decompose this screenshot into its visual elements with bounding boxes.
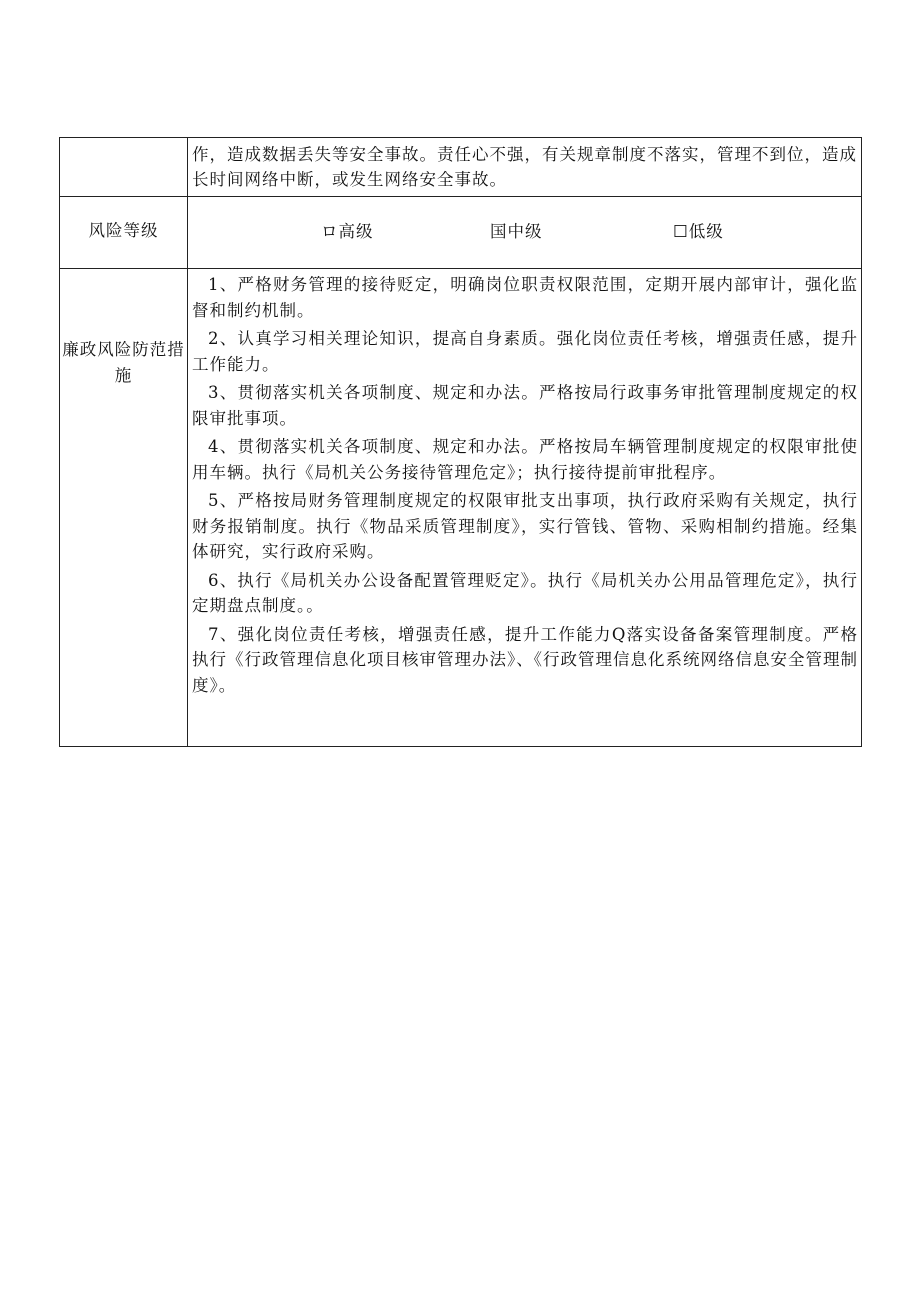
measure-item: 7、强化岗位责任考核，增强责任感，提升工作能力Q落实设备备案管理制度。严格执行《行政管理信息化项目核审管理办法》、《行政管理信息化系统网络信息安全管理制度》。	[192, 624, 858, 695]
risk-level-row	[60, 197, 862, 269]
risk-level-label-cell	[60, 197, 188, 269]
level-option-low: ☐低级	[673, 222, 724, 241]
risk-description-text: 作，造成数据丢失等安全事故。责任心不强，有关规章制度不落实，管理不到位，造成长时间网络中断，或发生网络安全事故。	[192, 145, 857, 189]
level-option-high: ロ高级	[321, 222, 374, 241]
risk-level-options	[188, 197, 861, 268]
measures-label-cell	[60, 269, 188, 747]
measures-list	[188, 269, 861, 698]
measures-cell	[188, 269, 862, 747]
measure-item: 3、贯彻落实机关各项制度、规定和办法。严格按局行政事务审批管理制度规定的权限审批事项。	[192, 383, 858, 428]
risk-level-label: 风险等级	[88, 221, 159, 240]
risk-level-options-cell	[188, 197, 862, 269]
measures-row	[60, 269, 862, 747]
measure-item: 1、严格财务管理的接待贬定，明确岗位职责权限范围，定期开展内部审计，强化监督和制约机制。	[192, 275, 858, 320]
risk-description-label-cell	[60, 138, 188, 197]
level-option-mid: 国中级	[490, 222, 543, 241]
risk-description-cell	[188, 138, 862, 197]
risk-description-row	[60, 138, 862, 197]
measure-item: 2、认真学习相关理论知识，提高自身素质。强化岗位责任考核，增强责任感，提升工作能力。	[192, 329, 858, 374]
measure-item: 6、执行《局机关办公设备配置管理贬定》。执行《局机关办公用品管理危定》，执行定期盘点制度。。	[192, 570, 858, 615]
risk-table	[59, 137, 862, 747]
measure-item: 4、贯彻落实机关各项制度、规定和办法。严格按局车辆管理制度规定的权限审批使用车辆。执行《局机关公务接待管理危定》；执行接待提前审批程序。	[192, 437, 858, 482]
measure-item: 5、严格按局财务管理制度规定的权限审批支出事项，执行政府采购有关规定，执行财务报销制度。执行《物品采质管理制度》，实行管钱、管物、采购相制约措施。经集体研究，实行政府采购。	[192, 491, 858, 561]
measures-label: 廉政风险防范措施	[62, 340, 185, 385]
